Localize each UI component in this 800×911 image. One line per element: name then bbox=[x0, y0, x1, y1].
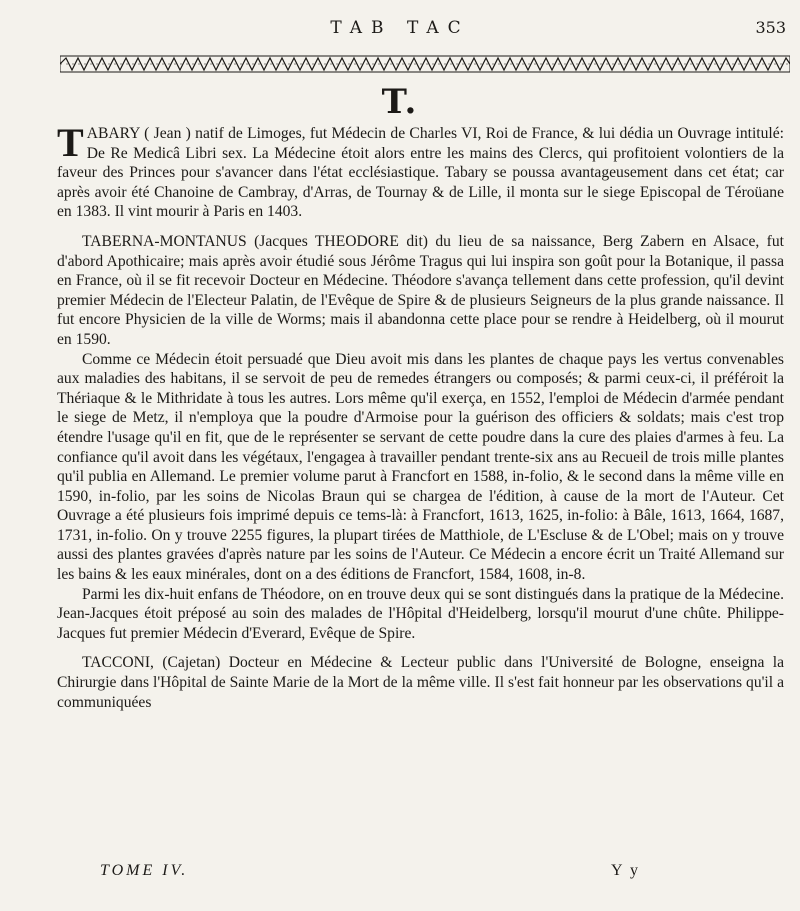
section-letter: T. bbox=[381, 82, 419, 122]
entry-paragraph: Comme ce Médecin étoit persuadé que Dieu avoit mis dans les plantes de chaque pays les vertus convenables aux maladies des habitans, il se servoit de peu de remedes étrangers ou composés; & parmi ceux-ci, il préféroit la Thériaque & le Mithridate à tous les autres. Lors même qu'il exerça, en 1552, l'emploi de Médecin d'armée pendant le siege de Metz, il n'employa que la poudre d'Armoise pour la guérison des officiers & soldats; mais c'est trop étendre l'usage qu'il en fit, que de le représenter se servant de cette poudre dans la cure des plaies d'armes à feu. La confiance qu'il avoit dans les végétaux, l'engagea à travailler pendant trente-six ans au Recueil de trois mille plantes qu'il publia en Allemand. Le premier volume parut à Francfort en 1588, in-folio, & le second dans la même ville en 1590, in-folio, par les soins de Nicolas Braun qui se chargea de l'édition, à cause de la mort de l'Auteur. Cet Ouvrage a été plusieurs fois imprimé depuis ce tems-là: à Francfort, 1613, 1625, in-folio: à Bâle, 1613, 1664, 1687, 1731, in-folio. On y trouve 2255 figures, la plupart tirées de Matthiole, de L'Escluse & de L'Obel; mais on y trouve aussi des plantes gravées d'après nature par les soins de l'Auteur. Ce Médecin a encore écrit un Traité Allemand sur les bains & les eaux minérales, dont on a des éditions de Francfort, 1584, 1608, in-8. bbox=[57, 350, 784, 584]
body-text bbox=[57, 120, 784, 712]
entry-paragraph: Parmi les dix-huit enfans de Théodore, on en trouve deux qui se sont distingués dans la pratique de la Médecine. Jean-Jacques étoit préposé au soin des malades de l'Hôpital d'Heidelberg, lorsqu'il mourut d'une chûte. Philippe-Jacques fut premier Médecin d'Everard, Evêque de Spire. bbox=[57, 585, 784, 642]
volume-label: TOME IV. bbox=[100, 862, 189, 879]
ornamental-rule bbox=[60, 55, 790, 73]
page-footer bbox=[0, 862, 800, 884]
signature-mark: Y y bbox=[611, 862, 640, 879]
running-title: TAB TAC bbox=[330, 18, 470, 38]
entry-text: ABARY ( Jean ) natif de Limoges, fut Médecin de Charles VI, Roi de France, & lui dédia un Ouvrage intitulé: De Re Medicâ Libri sex. La Médecine étoit alors entre les mains des Clercs, qui profitoient volontiers de la faveur des Princes pour s'avancer dans l'état ecclésiastique. Tabary se poussa avantageusement dans cet état; car après avoir été Chanoine de Cambray, d'Arras, de Tournay & de Lille, il monta sur le siege Episcopal de Téroüane en 1383. Il vint mourir à Paris en 1403. bbox=[57, 125, 784, 221]
page-number: 353 bbox=[755, 18, 786, 37]
entry-tacconi: TACCONI, (Cajetan) Docteur en Médecine & Lecteur public dans l'Université de Bologne, enseigna la Chirurgie dans l'Hôpital de Sainte Marie de la Mort de la même ville. Il s'est fait honneur par les observations qu'il a communiquées bbox=[57, 654, 784, 711]
drop-cap: T bbox=[57, 120, 84, 165]
entry-taberna-montanus: TABERNA-MONTANUS (Jacques THEODORE dit) du lieu de sa naissance, Berg Zabern en Alsace, fut d'abord Apothicaire; mais après avoir étudié sous Jérôme Tragus qui lui inspira son goût pour la Botanique, il passa en France, où il se fit recevoir Docteur en Médecine. Théodore s'avança tellement dans cette profession, qu'il devint premier Médecin de l'Electeur Palatin, de l'Evêque de Spire & de plusieurs Seigneurs de la plus grande naissance. Il fut encore Physicien de la ville de Worms; mais il abandonna cette place pour se rendre à Heidelberg, où il mourut en 1590. bbox=[57, 232, 784, 348]
entry-tabary bbox=[57, 120, 784, 222]
running-head bbox=[0, 14, 800, 44]
